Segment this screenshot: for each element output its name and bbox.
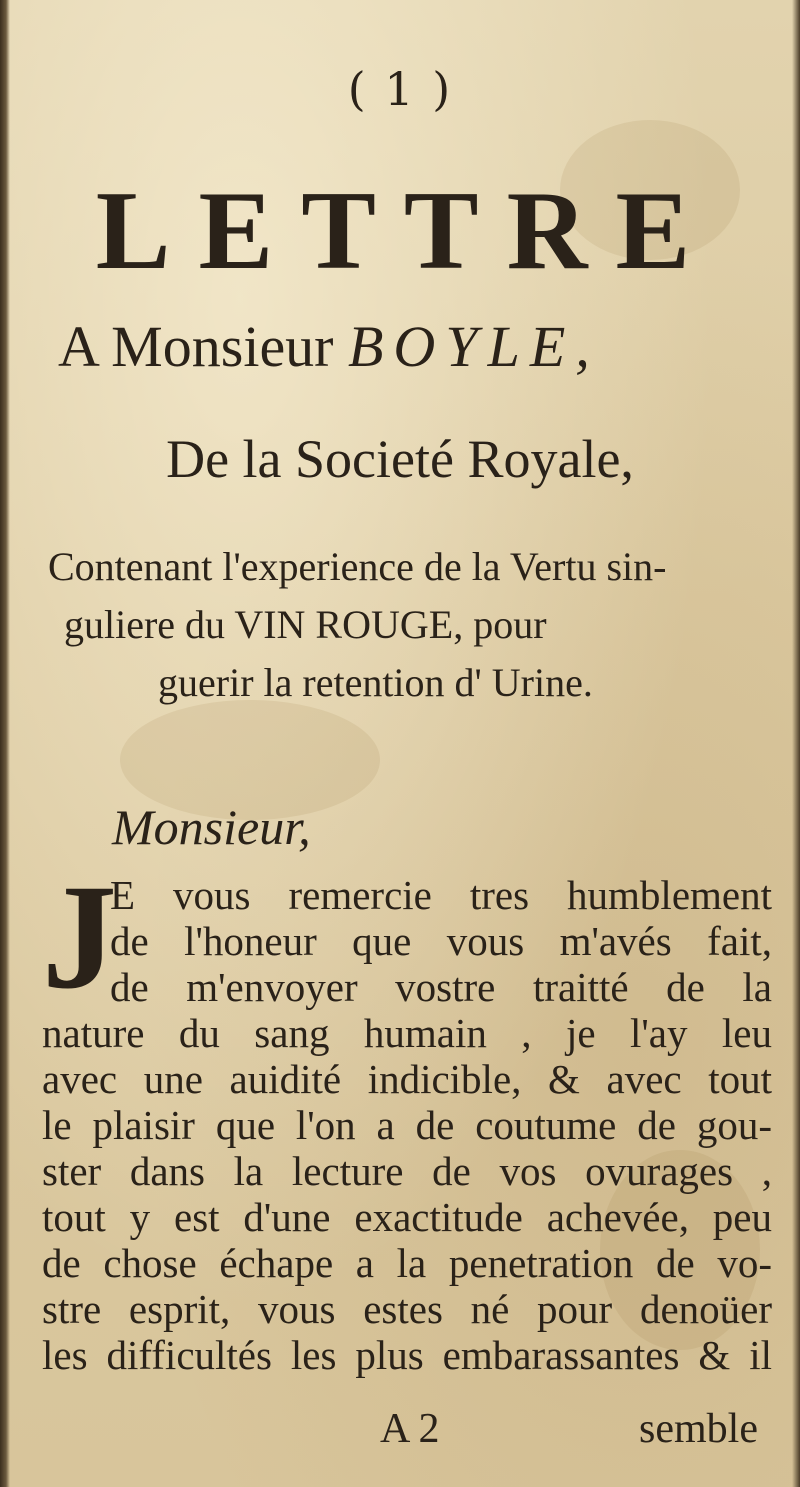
addressee-name: BOYLE, <box>348 314 600 379</box>
contents-line-2: guliere du VIN ROUGE, pour <box>64 602 547 647</box>
body-line: les difficultés les plus embarassantes & il <box>42 1332 772 1378</box>
body-line: de chose échape a la penetration de vo- <box>42 1240 772 1286</box>
signature-mark: A 2 <box>380 1406 440 1452</box>
salutation: Monsieur, <box>112 799 311 855</box>
body-line: de l'honeur que vous m'avés fait, <box>110 918 772 964</box>
society-line: De la Societé Royale, <box>166 429 634 489</box>
body-line: de m'envoyer vostre traitté de la <box>110 964 772 1010</box>
drop-cap: J <box>42 854 117 1020</box>
body-line: tout y est d'une exactitude achevée, peu <box>42 1194 772 1240</box>
addressee-prefix: A Monsieur <box>58 314 334 379</box>
body-line: nature du sang humain , je l'ay leu <box>42 1010 772 1056</box>
addressee-line <box>58 314 798 379</box>
body-line: le plaisir que l'on a de coutume de gou- <box>42 1102 772 1148</box>
body-line: stre esprit, vous estes né pour denoüer <box>42 1286 772 1332</box>
letter-body <box>42 872 772 1378</box>
contents-line-3: guerir la retention d' Urine. <box>158 660 593 705</box>
contents-line-1: Contenant l'experience de la Vertu sin- <box>48 544 667 589</box>
page-footer <box>0 1405 800 1465</box>
page-title: LETTRE <box>95 169 719 293</box>
body-line: E vous remercie tres humblement <box>110 872 772 918</box>
body-line: avec une auidité indicible, & avec tout <box>42 1056 772 1102</box>
body-line: ster dans la lecture de vos ovurages , <box>42 1148 772 1194</box>
page-number: ( 1 ) <box>347 62 453 116</box>
catchword: semble <box>639 1406 758 1452</box>
contents-description <box>48 538 768 712</box>
